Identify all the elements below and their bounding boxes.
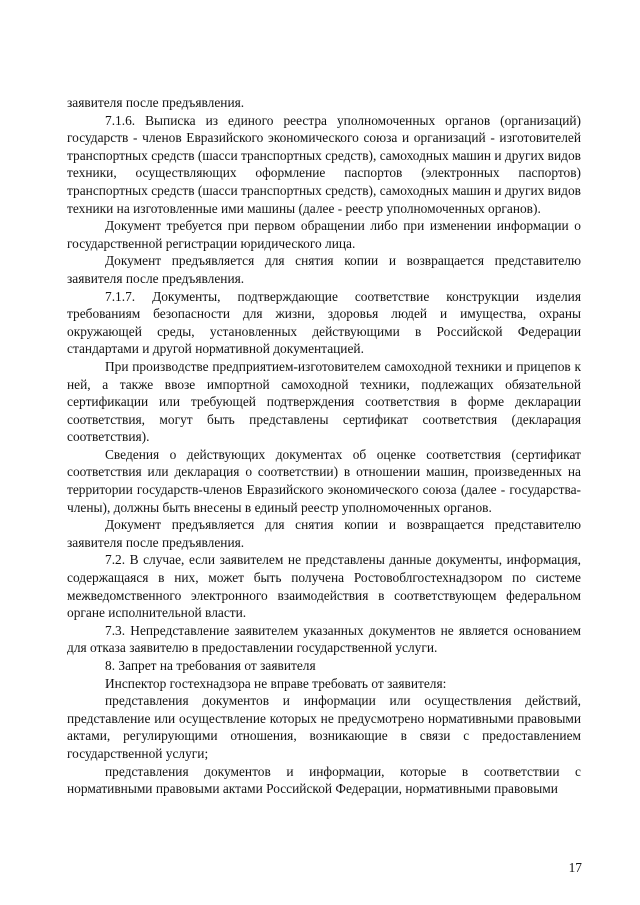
paragraph: заявителя после предъявления. [67, 95, 245, 110]
paragraph: Сведения о действующих документах об оценке соответствия (сертификат соответствия или декларация о соответствии) в отношении машин, произведенных на территории государств-членов Евразийского экономического союза (далее - государства-члены), должны быть внесены в единый реестр уполномоченных органов. [67, 446, 581, 515]
paragraph: 7.3. Непредставление заявителем указанных документов не является основанием для отказа заявителю в предоставлении государственной услуги. [67, 622, 581, 656]
paragraph: 7.2. В случае, если заявителем не представлены данные документы, информация, содержащаяся в них, может быть получена Ростовоблгостехнадзором по системе межведомственного электронного взаимодействия в соответствующем федеральном органе исполнительной власти. [67, 552, 581, 621]
paragraph: Документ требуется при первом обращении либо при изменении информации о государственной регистрации юридического лица. [67, 218, 581, 251]
paragraph: Документ предъявляется для снятия копии и возвращается представителю заявителя после предъявления. [67, 253, 581, 286]
paragraph: 7.1.7. Документы, подтверждающие соответствие конструкции изделия требованиям безопасности для жизни, здоровья людей и имущества, охраны окружающей среды, установленных действующими в Российской Федерации стандартами и другой нормативной документацией. [67, 288, 581, 357]
paragraph: Инспектор гостехнадзора не вправе требовать от заявителя: [105, 675, 447, 691]
paragraph: 7.1.6. Выписка из единого реестра уполномоченных органов (организаций) государств - членов Евразийского экономического союза и организаций - изготовителей транспортных средств (шасси транспортных средств), самоходных машин и других видов техники, осуществляющих оформление паспортов (электронных паспортов) транспортных средств (шасси транспортных средств), самоходных машин и других видов техники на изготовленные ими машины (далее - реестр уполномоченных органов). [67, 112, 581, 216]
section-heading: 8. Запрет на требования от заявителя [105, 658, 316, 673]
paragraph: При производстве предприятием-изготовителем самоходной техники и прицепов к ней, а также ввозе импортной самоходной техники, подлежащих обязательной сертификации или требующей подтверждения соответствия в форме декларации соответствия, могут быть представлены сертификат соответствия (декларация соответствия). [67, 358, 581, 445]
document-body [67, 94, 581, 798]
paragraph: представления документов и информации или осуществления действий, представление или осуществление которых не предусмотрено нормативными правовыми актами, регулирующими отношения, возникающие в связи с предоставлением государственной услуги; [67, 693, 581, 761]
paragraph: Документ предъявляется для снятия копии и возвращается представителю заявителя после предъявления. [67, 517, 581, 550]
paragraph: представления документов и информации, которые в соответствии с нормативными правовыми актами Российской Федерации, нормативными правовыми [67, 763, 581, 797]
page-number: 17 [568, 860, 582, 875]
